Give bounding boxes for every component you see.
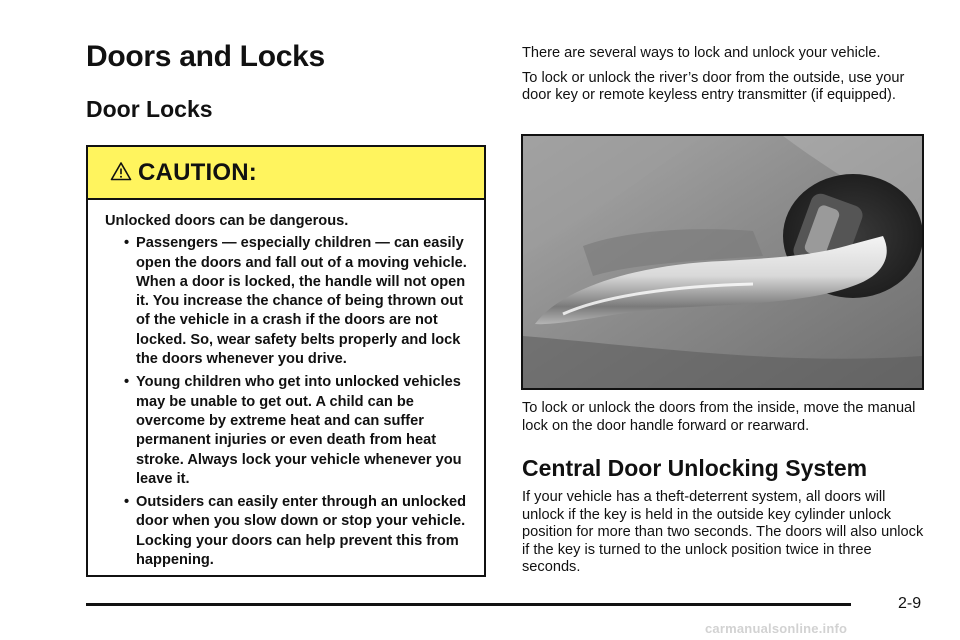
caution-body bbox=[88, 200, 484, 570]
bullet-icon: • bbox=[124, 235, 130, 252]
caution-intro: Unlocked doors can be dangerous. bbox=[105, 213, 349, 229]
caution-bullet bbox=[105, 234, 470, 369]
paragraph-lock-inside: To lock or unlock the doors from the inside, move the manual lock on the door handle forward or rearward. bbox=[522, 400, 916, 434]
caution-bullet bbox=[105, 493, 470, 570]
right-column-intro bbox=[522, 45, 927, 112]
caution-header bbox=[88, 147, 484, 200]
bullet-icon: • bbox=[124, 494, 130, 511]
page-number: 2-9 bbox=[898, 595, 922, 612]
caution-box bbox=[86, 145, 486, 577]
caution-bullet bbox=[105, 373, 470, 489]
caution-bullet-text: Young children who get into unlocked vehicles may be unable to get out. A child can be overcome by extreme heat and can suffer permanent injuries or even death from heat stroke. Always lock your vehicle whenever you leave it. bbox=[136, 374, 462, 487]
caution-bullet-text: Outsiders can easily enter through an unlocked door when you slow down or stop your vehicle. Locking your doors can help prevent this from happening. bbox=[136, 494, 467, 569]
page-title: Doors and Locks bbox=[86, 40, 325, 73]
caution-label: CAUTION: bbox=[138, 158, 257, 186]
door-handle-illustration bbox=[523, 136, 922, 388]
footer-rule bbox=[86, 603, 851, 606]
paragraph-central-unlocking: If your vehicle has a theft-deterrent system, all doors will unlock if the key is held in the outside key cylinder unlock position for more than two seconds. The doors will also unlock if the key is turned to the unlock position twice in three seconds. bbox=[522, 489, 924, 575]
paragraph-lock-outside: To lock or unlock the river’s door from the outside, use your door key or remote keyless entry transmitter (if equipped). bbox=[522, 69, 905, 103]
bullet-icon: • bbox=[124, 374, 130, 391]
paragraph-ways-to-lock: There are several ways to lock and unlock your vehicle. bbox=[522, 45, 881, 61]
caution-bullet-text: Passengers — especially children — can easily open the doors and fall out of a moving vehicle. When a door is locked, the handle will not open it. You increase the chance of being thrown out of the vehicle in a crash if the doors are not locked. So, wear safety belts properly and lock the doors whenever you drive. bbox=[136, 235, 467, 368]
door-handle-photo bbox=[521, 134, 924, 390]
section-title-door-locks: Door Locks bbox=[86, 96, 213, 122]
warning-triangle-icon bbox=[110, 161, 132, 181]
caution-bullet-list bbox=[105, 234, 470, 570]
section-title-central-unlocking: Central Door Unlocking System bbox=[522, 455, 868, 481]
watermark: carmanualsonline.info bbox=[705, 621, 848, 636]
